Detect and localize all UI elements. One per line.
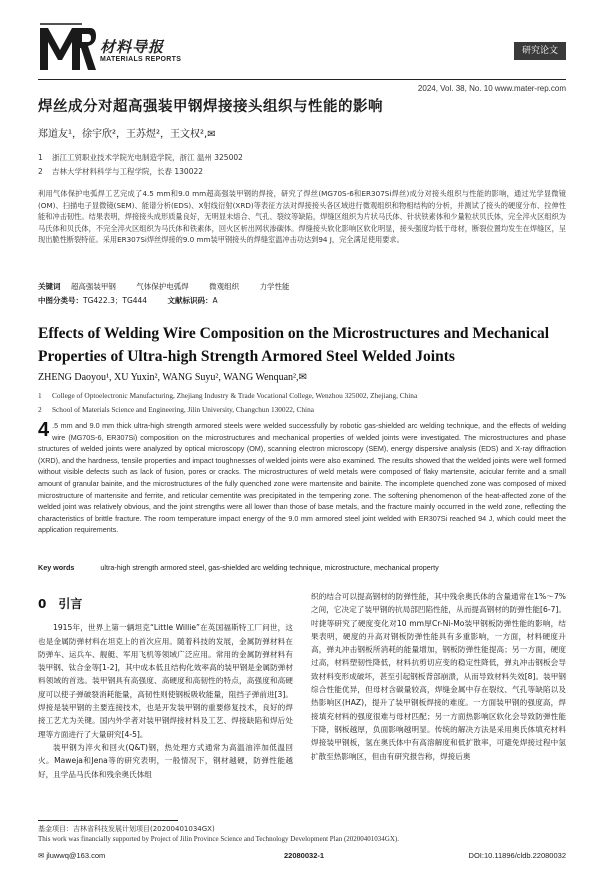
affiliation-number: 2 (38, 167, 43, 176)
affiliation-text: School of Materials Science and Engineering, Jilin University, Changchun 130022, China (52, 405, 314, 414)
header-rule (38, 79, 566, 80)
affiliation-number: 2 (38, 405, 42, 414)
keywords-cn (38, 281, 308, 292)
article-type-badge: 研究论文 (514, 42, 566, 60)
keyword-cn: 气体保护电弧焊 (136, 282, 189, 291)
corresponding-email: ✉ jluwwq@163.com (38, 851, 106, 860)
affiliation-en-1 (38, 391, 417, 400)
abstract-dropcap: 4 (38, 419, 50, 441)
journal-name-cn: 材料导报 (100, 38, 165, 56)
keywords-label-cn: 关键词 (38, 282, 61, 291)
clc-label: 中图分类号： (38, 296, 83, 305)
affiliation-text: 浙江工贸职业技术学院光电制造学院，浙江 温州 325002 (52, 153, 243, 162)
body-paragraph: 织的结合可以提高钢材的防弹性能，其中残余奥氏体的含量通常在1%～7%之间，它决定了装甲钢的抗局部凹陷性能，从而提高钢材的防弹性能[6-7]。吋捷等研究了硬度变化对10 mm厚Cr-Ni-Mo装甲钢板防弹性能的影响，结果表明，硬度的升高对钢板防弹性能具有多重影响，一方面，材料硬度升高，弹丸冲击钢板所消耗的能量增加，钢板防弹性能提高；另一方面，硬度过高，材料塑韧性降低，材料抗剪切应变的稳定性降低，弹丸冲击钢板会导致材料变形成破坏，甚至引起钢板背部崩溃，从而导致材料失效[8]。装甲钢综合性能优异，但母材含碳量较高，焊缝金属中存在裂纹、气孔等缺陷以及热影响区(HAZ)，提升了装甲钢板焊接的难度。一方面装甲钢的强度高，焊接填充材料的强度很难与母材匹配；另一方面热影响区软化会导致防弹性能下降，钢板越厚，负面影响越明显。传统的解决方法是采用奥氏体填充材料焊接装甲钢板，氢在奥氏体中有高溶解度和低扩散率，可避免焊接过程中氢扩散至热影响区，但由有研究报告称，焊接后奥 (311, 592, 566, 761)
body-column-left (38, 590, 293, 781)
keywords-en-text: ultra-high strength armored steel, gas-shielded arc welding technique, microstructure, mechanical property (100, 563, 439, 572)
body-paragraph: 1915年，世界上第一辆坦克“Little Willie”在英国福斯特工厂问世，这也是金属防弹材料在坦克上的首次应用。随着科技的发展，金属防弹材料在防弹车、运兵车、舰艇、军用飞机等领域广泛应用。常用的金属防弹材料有装甲钢、钛合金等[1-2]，其中成本低且结构化效率高的装甲钢是金属防弹材料领域的首选。装甲钢具有高强度、高硬度和高韧性的特点，高强度和高硬度可以使子弹破裂消耗能量，高韧性则使钢板吸收能量，阻挡子弹前进[3]。焊接是装甲钢的主要连接技术，也是开发装甲钢的重要修复技术，良好的焊接工艺尤为关键。国内外学者对装甲钢焊接材料及工艺、焊接缺陷和焊后处理等方面进行了大量研究[4-5]。 (38, 623, 293, 739)
body-column-right (311, 590, 566, 763)
classification-line (38, 295, 218, 306)
doc-code-label: 文献标识码： (167, 296, 213, 305)
authors-cn: 郑道友¹，徐宇欣²，王苏煜²，王文权²,✉ (38, 129, 216, 140)
section-title: 引言 (58, 597, 83, 611)
funding-footnote-cn: 基金项目：吉林省科技发展计划项目(20200401034GX) (38, 825, 215, 833)
affiliation-number: 1 (38, 153, 43, 162)
footnote-rule (38, 820, 178, 821)
authors-en: ZHENG Daoyou¹, XU Yuxin², WANG Suyu², WANG Wenquan²,✉ (38, 372, 307, 383)
affiliation-en-2 (38, 405, 314, 414)
abstract-en (38, 420, 566, 536)
section-number: 0 (38, 597, 47, 611)
journal-header (38, 22, 566, 93)
doi-text: DOI:10.11896/cldb.22080032 (468, 851, 566, 860)
article-title-en: Effects of Welding Wire Composition on the Microstructures and Mechanical Properties of Ultra-high Strength Armored Steel Welded Joints (38, 325, 550, 365)
affiliation-cn-1 (38, 152, 243, 163)
affiliation-cn-2 (38, 166, 203, 177)
doc-code-value: A (212, 296, 218, 305)
affiliation-number: 1 (38, 391, 42, 400)
keywords-en (38, 563, 439, 572)
journal-issue-line: 2024, Vol. 38, No. 10 www.mater-rep.com (417, 84, 566, 93)
abstract-cn: 利用气体保护电弧焊工艺完成了4.5 mm和9.0 mm超高强装甲钢的焊接，研究了焊丝(MG70S-6和ER307Si焊丝)成分对接头组织与性能的影响，通过光学显微镜(OM)、扫描电子显微镜(SEM)、能谱分析(EDS)、X射线衍射(XRD)等表征方法对焊接接头各区域进行微观组织和物相结构的分析，并测试了接头的硬度分布、拉伸性能和冲击韧性。结果表明，焊接接头成形质量良好，无明显未熔合、气孔、裂纹等缺陷，焊缝区组织为片状马氏体、针状铁素体和少量粒状贝氏体，完全淬火区组织为马氏体和贝氏体，不完全淬火区组织为马氏体和铁素体，回火区析出网状渗碳体。焊缝接头软化影响区软化明显，接头强度均低于母材，断裂位置均发生在焊缝区，呈现出脆性断裂特征。采用ER307Si焊丝焊接的9.0 mm装甲钢接头的焊缝室温冲击功达到94 J，完全满足使用要求。 (38, 189, 566, 245)
keyword-cn: 超高强装甲钢 (70, 282, 116, 291)
keywords-label-en: Key words (38, 563, 75, 572)
keyword-cn: 力学性能 (259, 282, 290, 291)
journal-logo-icon (38, 22, 96, 74)
section-heading (38, 598, 293, 611)
clc-value: TG422.3；TG444 (83, 296, 148, 305)
funding-footnote-en: This work was financially supported by Project of Jilin Province Science and Technology Development Plan (20200401034GX). (38, 835, 399, 843)
affiliation-text: College of Optoelectronic Manufacturing, Zhejiang Industry & Trade Vocational College, Wenzhou 325002, Zhejiang, China (52, 391, 418, 400)
affiliation-text: 吉林大学材料科学与工程学院，长春 130022 (52, 167, 204, 176)
keyword-cn: 微观组织 (209, 282, 240, 291)
page-number: 22080032-1 (284, 851, 325, 860)
abstract-en-text: .5 mm and 9.0 mm thick ultra-high strength armored steels were welded successfully by robotic gas-shielded arc welding technique, and the effects of welding wire (MG70S-6, ER307Si) composition on the microstructures and mechanical properties of welded joints were investigated. The microstructures and phase structures of welded joints were analyzed by optical microscopy (OM), scanning electron microscopy (SEM), energy dispersive analysis (EDS) and X-ray diffraction (XRD), and the hardness, tensile properties and impact toughnesses of welded joints were also examined. The results showed that the welded joints were well formed without visible defects such as lack of fusion, pores or cracks. The microstructures of weld metals were composed of flaky martensite, acicular ferrite and a small amount of granular bainite, and the microstructures of the fully quenched zone were martensite and bainite. The incomplete quenched zone was composed of mixed microstructure of martensite and ferrite, and reticular cementite was precipitated in the tempering zone. The softening phenomenon of the heat-affected zone of the welded joint was relatively obvious, and the joint strengths were all lower than those of base metals, and the fracture mainly occurred in the weld zone, reflecting the characteristics of brittle fracture. The room temperature impact energy of the 9.0 mm armored steel joint welded with ER307Si reached 94 J, which could meet the application requirements. (38, 421, 566, 535)
article-title-cn: 焊丝成分对超高强装甲钢焊接接头组织与性能的影响 (38, 99, 383, 115)
journal-name-en: MATERIALS REPORTS (100, 56, 182, 63)
body-paragraph: 装甲钢为淬火和回火(Q&T)钢，热处理方式通常为高温油淬加低温回火。Maweja和Jena等的研究表明，一般情况下，钢材越硬，防弹性能越好，且学品马氏体和残余奥氏体组 (38, 742, 293, 779)
